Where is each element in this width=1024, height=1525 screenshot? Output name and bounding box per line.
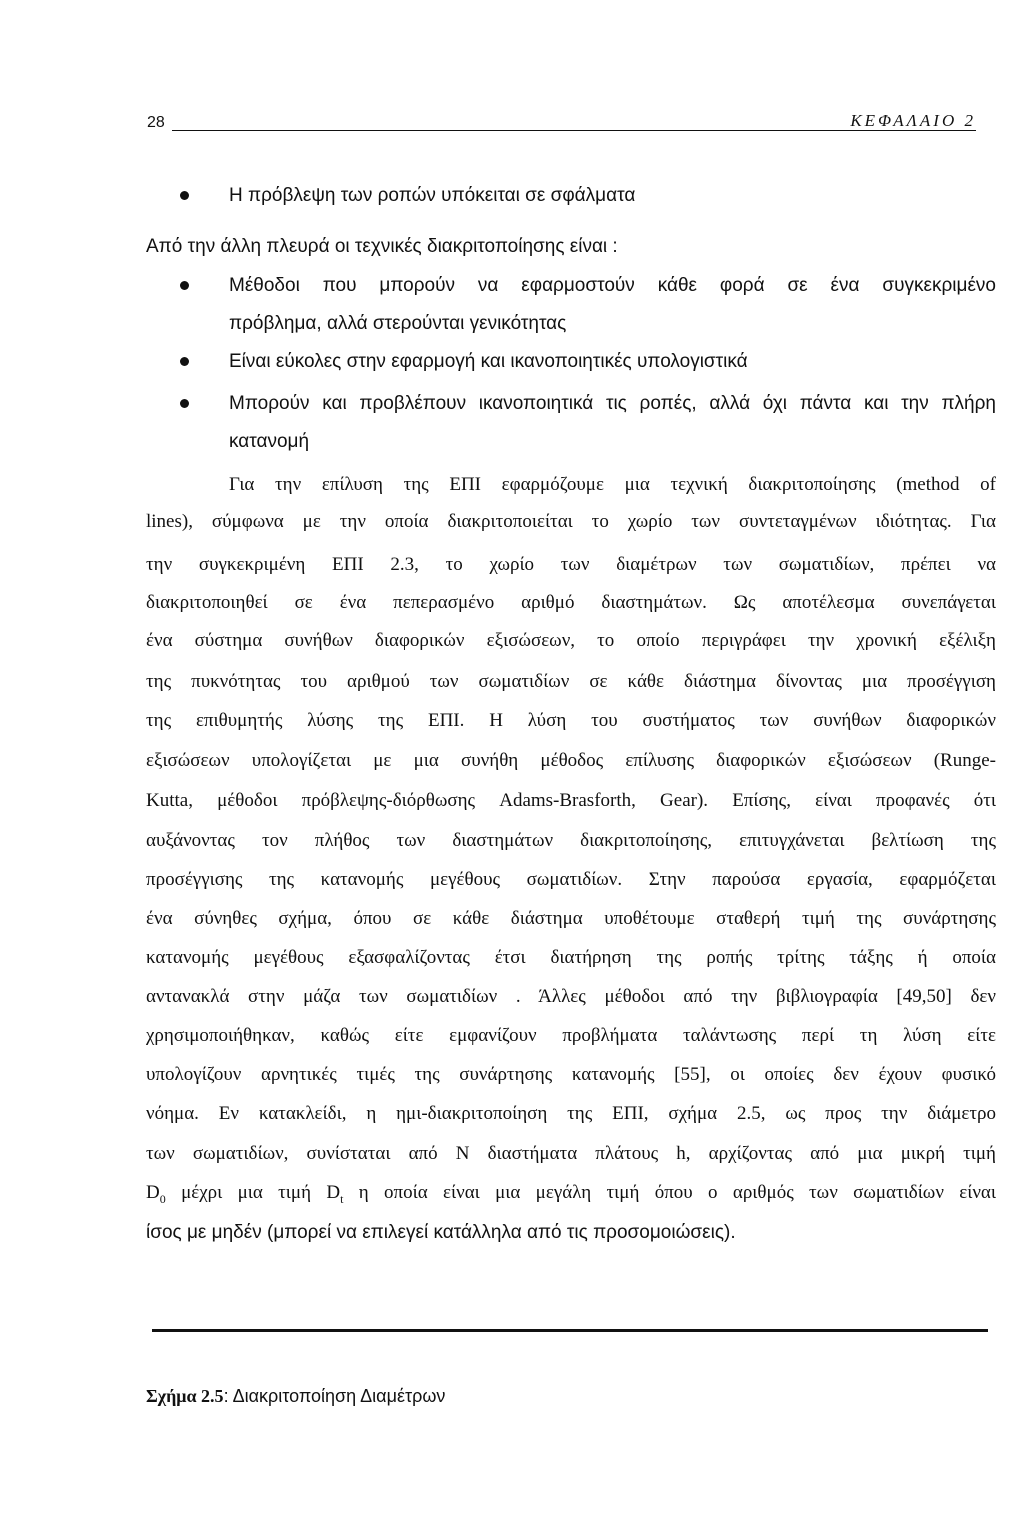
text-segment: μέχρι μια τιμή D [165, 1182, 341, 1203]
bullet-icon [180, 357, 189, 366]
bullet-text: Μπορούν και προβλέπουν ικανοποιητικά τις ροπές, αλλά όχι πάντα και την πλήρη [229, 393, 996, 414]
figure-caption [146, 1384, 445, 1408]
paragraph-line: προσέγγισης της κατανομής μεγέθους σωματιδίων. Στην παρούσα εργασία, εφαρμόζεται [146, 869, 996, 890]
chapter-title: ΚΕΦΑΛΑΙΟ 2 [850, 111, 976, 130]
paragraph-line: αυξάνοντας τον πλήθος των διαστημάτων διακριτοποίησης, επιτυγχάνεται βελτίωση της [146, 830, 996, 851]
intro-line: Από την άλλη πλευρά οι τεχνικές διακριτοποίησης είναι : [146, 236, 618, 257]
paragraph-line: την συγκεκριμένη ΕΠΙ 2.3, το χωρίο των διαμέτρων των σωματιδίων, πρέπει να [146, 554, 996, 575]
paragraph-line: αντανακλά στην μάζα των σωματιδίων . Άλλες μέθοδοι από την βιβλιογραφία [49,50] δεν [146, 986, 996, 1007]
bullet-text: Μέθοδοι που μπορούν να εφαρμοστούν κάθε φορά σε ένα συγκεκριμένο [229, 275, 996, 296]
paragraph-line: υπολογίζουν αρνητικές τιμές της συνάρτησης κατανομής [55], οι οποίες δεν έχουν φυσικό [146, 1064, 996, 1085]
paragraph-line: της επιθυμητής λύσης της ΕΠΙ. Η λύση του συστήματος των συνήθων διαφορικών [146, 710, 996, 731]
paragraph-line: εξισώσεων υπολογίζεται με μια συνήθη μέθοδος επίλυσης διαφορικών εξισώσεων (Runge- [146, 750, 996, 771]
subscript-t: t [340, 1191, 344, 1206]
paragraph-last-line: ίσος με μηδέν (μπορεί να επιλεγεί κατάλληλα από τις προσομοιώσεις). [146, 1222, 736, 1243]
figure-rule [152, 1329, 988, 1332]
paragraph-line: κατανομής μεγέθους εξασφαλίζοντας έτσι διατήρηση της ροπής τρίτης τάξης ή οποία [146, 947, 996, 968]
paragraph-line: νόημα. Εν κατακλείδι, η ημι-διακριτοποίηση της ΕΠΙ, σχήμα 2.5, ως προς την διάμετρο [146, 1103, 996, 1124]
bullet-text-continued: πρόβλημα, αλλά στερούνται γενικότητας [229, 313, 567, 334]
paragraph-line: lines), σύμφωνα με την οποία διακριτοποιείται το χωρίο των συντεταγμένων ιδιότητας. Για [146, 511, 996, 532]
bullet-text-continued: κατανομή [229, 431, 310, 452]
bullet-icon [180, 399, 189, 408]
bullet-icon [180, 281, 189, 290]
paragraph-line: Για την επίλυση της ΕΠΙ εφαρμόζουμε μια τεχνική διακριτοποίησης (method of [229, 474, 996, 495]
text-segment: η οποία είναι μια μεγάλη τιμή όπου ο αριθμός των σωματιδίων είναι [343, 1182, 996, 1203]
figure-label: Σχήμα 2.5 [146, 1386, 224, 1406]
figure-caption-text: : Διακριτοποίηση Διαμέτρων [223, 1386, 446, 1406]
page-number: 28 [147, 114, 165, 131]
bullet-icon [180, 191, 189, 200]
paragraph-line: Kutta, μέθοδοι πρόβλεψης-διόρθωσης Adams-Brasforth, Gear). Επίσης, είναι προφανές ότι [146, 790, 996, 811]
bullet-text: Είναι εύκολες στην εφαρμογή και ικανοποιητικές υπολογιστικά [229, 351, 748, 372]
paragraph-line: των σωματιδίων, συνίσταται από Ν διαστήματα πλάτους h, αρχίζοντας από μια μικρή τιμή [146, 1143, 996, 1164]
paragraph-line-with-subscripts [146, 1181, 996, 1211]
paragraph-line: ένα σύνηθες σχήμα, όπου σε κάθε διάστημα υποθέτουμε σταθερή τιμή της συνάρτησης [146, 908, 996, 929]
bullet-text: Η πρόβλεψη των ροπών υπόκειται σε σφάλματα [229, 185, 636, 206]
paragraph-line: διακριτοποιηθεί σε ένα πεπερασμένο αριθμό διαστημάτων. Ως αποτέλεσμα συνεπάγεται [146, 592, 996, 613]
paragraph-line: της πυκνότητας του αριθμού των σωματιδίων σε κάθε διάστημα δίνοντας μια προσέγγιση [146, 671, 996, 692]
subscript-zero: 0 [159, 1191, 166, 1206]
symbol-d: D [146, 1182, 160, 1203]
paragraph-line: χρησιμοποιήθηκαν, καθώς είτε εμφανίζουν προβλήματα ταλάντωσης περί τη λύση είτε [146, 1025, 996, 1046]
paragraph-line: ένα σύστημα συνήθων διαφορικών εξισώσεων, το οποίο περιγράφει την χρονική εξέλιξη [146, 630, 996, 651]
